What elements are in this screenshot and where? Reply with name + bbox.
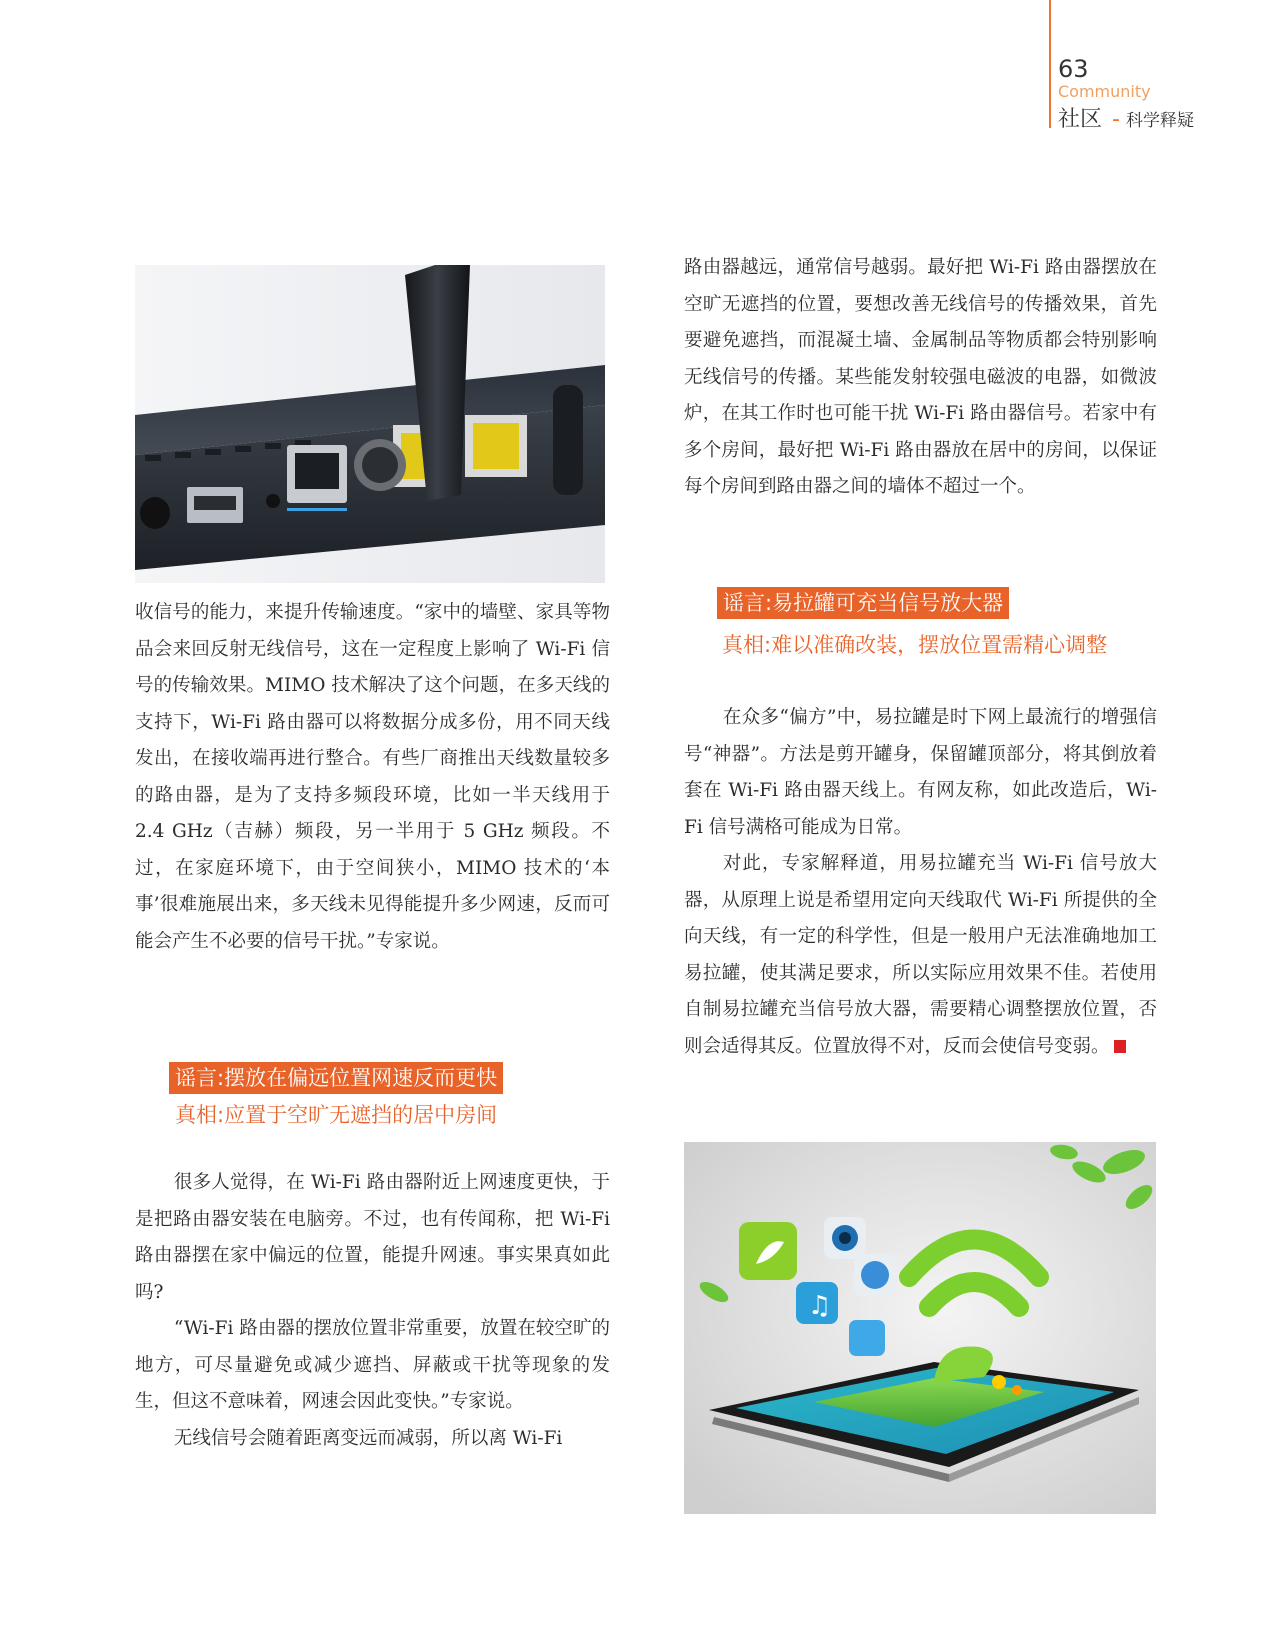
wifi-tablet-illustration xyxy=(684,1142,1156,1514)
section-en: Community xyxy=(1058,82,1151,101)
router-photo xyxy=(135,265,605,583)
myth-heading-1: 谣言:摆放在偏远位置网速反而更快 xyxy=(169,1062,503,1094)
right-para-1: 路由器越远，通常信号越弱。最好把 Wi-Fi 路由器摆放在空旷无遮挡的位置，要想改善无线信号的传播效果，首先要避免遮挡，而混凝土墙、金属制品等物质都会特别影响无线信号的传播。某些能发射较强电磁波的电器，如微波炉，在其工作时也可能干扰 Wi-Fi 路由器信号。若家中有多个房间，最好把 Wi-Fi 路由器放在居中的房间，以保证每个房间到路由器之间的墙体不超过一个。 xyxy=(684,257,1157,497)
right-column-bottom xyxy=(684,700,1160,1065)
section-title xyxy=(1058,102,1194,133)
left-para-3: “Wi-Fi 路由器的摆放位置非常重要，放置在较空旷的地方，可尽量避免或减少遮挡、屏蔽或干扰等现象的发生，但这不意味着，网速会因此变快。”专家说。 xyxy=(135,1318,610,1412)
truth-heading-2: 真相:难以准确改装，摆放位置需精心调整 xyxy=(722,633,1108,657)
svg-text:♫: ♫ xyxy=(808,1291,832,1321)
page-number: 63 xyxy=(1058,55,1089,83)
header-rule xyxy=(1049,0,1051,128)
myth-heading-2: 谣言:易拉罐可充当信号放大器 xyxy=(717,587,1009,619)
right-para-3-text: 对此，专家解释道，用易拉罐充当 Wi-Fi 信号放大器，从原理上说是希望用定向天线取代 Wi-Fi 所提供的全向天线，有一定的科学性，但是一般用户无法准确地加工易拉罐，使其满足要求，所以实际应用效果不佳。若使用自制易拉罐充当信号放大器，需要精心调整摆放位置，否则会适得其反。位置放得不对，反而会使信号变弱。 xyxy=(684,853,1157,1057)
right-para-3 xyxy=(684,846,1160,1065)
truth-heading-1: 真相:应置于空旷无遮挡的居中房间 xyxy=(175,1103,498,1127)
section-dash: - xyxy=(1112,107,1120,132)
right-column-top xyxy=(684,250,1157,506)
left-column-top xyxy=(135,595,610,960)
left-para-4: 无线信号会随着距离变远而减弱，所以离 Wi-Fi xyxy=(173,1427,563,1449)
left-para-1: 收信号的能力，来提升传输速度。“家中的墙壁、家具等物品会来回反射无线信号，这在一定程度上影响了 Wi-Fi 信号的传输效果。MIMO 技术解决了这个问题，在多天线的支持下，Wi-Fi 路由器可以将数据分成多份，用不同天线发出，在接收端再进行整合。有些厂商推出天线数量较多的路由器，是为了支持多频段环境，比如一半天线用于 2.4 GHz（吉赫）频段，另一半用于 5 GHz 频段。不过，在家庭环境下，由于空间狭小，MIMO 技术的‘本事’很难施展出来，多天线未见得能提升多少网速，反而可能会产生不必要的信号干扰。”专家说。 xyxy=(135,602,610,952)
end-mark-icon: S xyxy=(1114,1040,1126,1053)
left-para-2: 很多人觉得，在 Wi-Fi 路由器附近上网速度更快，于是把路由器安装在电脑旁。不过，也有传闻称，把 Wi-Fi 路由器摆在家中偏远的位置，能提升网速。事实果真如此吗? xyxy=(135,1172,610,1303)
right-para-2: 在众多“偏方”中，易拉罐是时下网上最流行的增强信号“神器”。方法是剪开罐身，保留罐顶部分，将其倒放着套在 Wi-Fi 路由器天线上。有网友称，如此改造后，Wi-Fi 信号满格可能成为日常。 xyxy=(684,707,1157,838)
subsection-label: 科学释疑 xyxy=(1125,111,1194,131)
left-column-bottom xyxy=(135,1165,610,1457)
section-label: 社区 xyxy=(1058,107,1103,132)
